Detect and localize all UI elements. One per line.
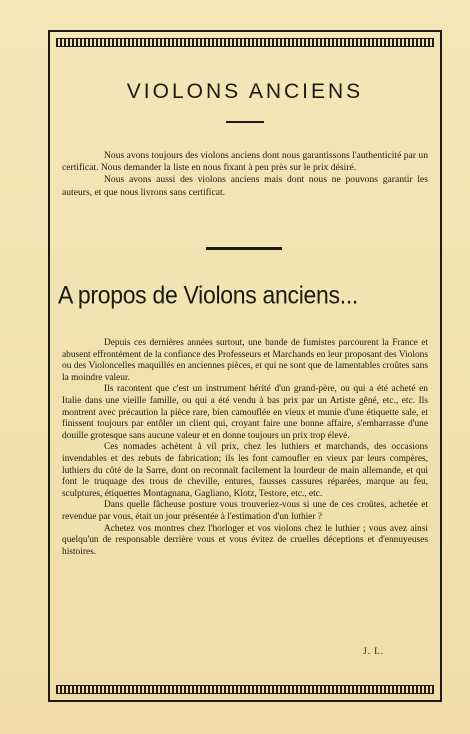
title-divider <box>226 121 264 123</box>
article-paragraph: Ils racontent que c'est un instrument hérité d'un grand-père, ou qui a été acheté en Italie dans une vieille famille, ou qui a été vendu à bas prix par un Artiste gêné, etc., etc. Ils montrent avec précaution la pièce rare, bien camouflée en vieux et munie d'une étiquette sale, et finissent toujours par entôler un client qui, croyant faire une bonne affaire, s'embarrasse d'une douille grotesque sans aucune valeur et en donne toujours un prix trop élevé. <box>62 384 428 441</box>
decorative-border-top <box>56 38 434 47</box>
decorative-border-bottom <box>56 685 434 694</box>
article-paragraph: Dans quelle fâcheuse posture vous trouveriez-vous si une de ces croûtes, achetée et revendue par vous, était un jour présentée à l'estimation d'un luthier ? <box>62 500 428 522</box>
signature: J. L. <box>363 646 384 656</box>
article-heading: A propos de Violons anciens... <box>58 280 359 309</box>
article-body <box>62 338 428 558</box>
intro-paragraph: Nous avons aussi des violons anciens mais dont nous ne pouvons garantir les auteurs, et que nous livrons sans certificat. <box>62 174 428 198</box>
page-frame <box>48 30 442 702</box>
page-title: VIOLONS ANCIENS <box>126 80 364 103</box>
section-divider <box>206 247 282 250</box>
article-paragraph: Ces nomades achètent à vil prix, chez les luthiers et marchands, des occasions invendables et des rebuts de fabrication; ils les font camoufler en vieux par leurs compères, luthiers du côté de la Sarre, dont on reconnaît facilement la lourdeur de main allemande, et qui font le truquage des trous de cheville, entures, fausses cassures réparées, marque au feu, sculptures, étiquettes Montagnana, Gagliano, Klotz, Testore, etc., etc. <box>62 442 428 499</box>
article-paragraph: Achetez vos montres chez l'horloger et vos violons chez le luthier ; vous avez ainsi quelqu'un de responsable derrière vous et vous évitez de cruelles déceptions et d'ennuyeuses histoires. <box>62 523 428 557</box>
intro-paragraph: Nous avons toujours des violons anciens dont nous garantissons l'authenticité par un certificat. Nous demander la liste en nous fixant à peu près sur le prix désiré. <box>62 150 428 174</box>
intro-text <box>62 150 428 199</box>
article-paragraph: Depuis ces dernières années surtout, une bande de fumistes parcourent la France et abusent effrontément de la confiance des Professeurs et Marchands en leur proposant des Violons ou des Violoncelles maquillés en anciennes pièces, et qui ne sont que de lamentables croûtes sans la moindre valeur. <box>62 338 428 383</box>
